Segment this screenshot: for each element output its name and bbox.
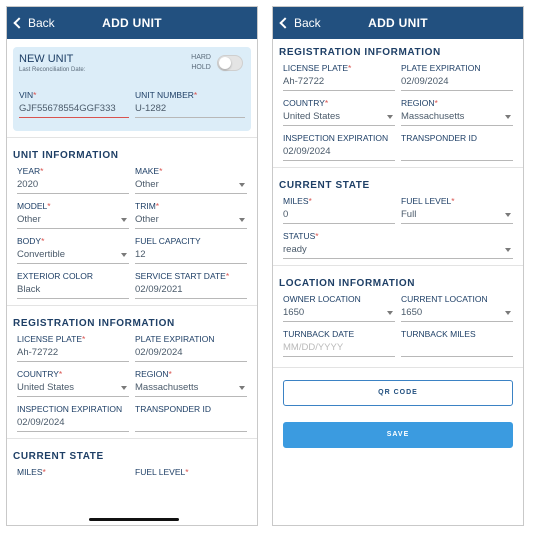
make-value: Other: [135, 179, 159, 190]
back-button[interactable]: [13, 7, 55, 39]
registration-heading: REGISTRATION INFORMATION: [279, 47, 441, 58]
service-start-field: SERVICE START DATE* 02/09/2021: [135, 270, 247, 299]
back-label: Back: [294, 16, 321, 30]
caret-down-icon: [239, 183, 245, 187]
toggle-knob: [219, 57, 231, 69]
registration-heading: REGISTRATION INFORMATION: [13, 318, 175, 329]
status-value: ready: [283, 244, 307, 255]
turnback-miles-field: [401, 328, 513, 357]
body-value: Convertible: [17, 249, 66, 260]
license-plate-input[interactable]: Ah-72722: [17, 345, 129, 362]
fuel-capacity-field: [135, 235, 247, 264]
owner-location-select[interactable]: [283, 305, 395, 322]
hard-hold-label: [191, 53, 211, 73]
body-field: BODY* Convertible: [17, 235, 129, 264]
make-label: MAKE: [135, 166, 160, 176]
country-label: COUNTRY: [17, 369, 59, 379]
back-label: Back: [28, 16, 55, 30]
current-state-heading: CURRENT STATE: [279, 180, 370, 191]
region-value: Massachusetts: [401, 111, 465, 122]
country-value: United States: [17, 382, 75, 393]
right-screen: [272, 6, 524, 526]
trim-field: TRIM* Other: [135, 200, 247, 229]
fuel-capacity-label: FUEL CAPACITY: [135, 236, 201, 246]
region-label: REGION: [135, 369, 169, 379]
current-location-select[interactable]: [401, 305, 513, 322]
inspection-expiration-field: [17, 403, 129, 432]
license-plate-label: LICENSE PLATE: [17, 334, 83, 344]
year-input[interactable]: 2020: [17, 177, 129, 194]
turnback-date-field: [283, 328, 395, 357]
make-select[interactable]: [135, 177, 247, 194]
license-plate-field: LICENSE PLATE* Ah-72722: [17, 333, 129, 362]
turnback-miles-input[interactable]: [401, 340, 513, 357]
trim-label: TRIM: [135, 201, 156, 211]
turnback-date-label: TURNBACK DATE: [283, 329, 355, 339]
miles-field-partial: MILES*: [17, 467, 46, 477]
license-plate-label: LICENSE PLATE: [283, 63, 349, 73]
miles-label-partial: MILES: [17, 467, 43, 477]
hard-hold-line1: HARD: [191, 54, 211, 61]
country-label: COUNTRY: [283, 98, 325, 108]
caret-down-icon: [505, 115, 511, 119]
trim-value: Other: [135, 214, 159, 225]
service-start-label: SERVICE START DATE: [135, 271, 226, 281]
region-select[interactable]: [135, 380, 247, 397]
transponder-field: [401, 132, 513, 161]
turnback-date-input[interactable]: MM/DD/YYYY: [283, 340, 395, 357]
fuel-capacity-input[interactable]: 12: [135, 247, 247, 264]
transponder-label: TRANSPONDER ID: [135, 404, 212, 414]
region-select[interactable]: [401, 109, 513, 126]
reconciliation-date-label: Last Reconciliation Date:: [19, 67, 86, 73]
region-field: REGION* Massachusetts: [135, 368, 247, 397]
transponder-field: [135, 403, 247, 432]
year-label: YEAR: [17, 166, 41, 176]
year-field: YEAR* 2020: [17, 165, 129, 194]
plate-expiration-input[interactable]: 02/09/2024: [135, 345, 247, 362]
caret-down-icon: [121, 253, 127, 257]
transponder-input[interactable]: [135, 415, 247, 432]
plate-expiration-field: [401, 62, 513, 91]
inspection-expiration-label: INSPECTION EXPIRATION: [17, 404, 123, 414]
caret-down-icon: [121, 386, 127, 390]
license-plate-field: LICENSE PLATE* Ah-72722: [283, 62, 395, 91]
home-indicator: [89, 518, 179, 521]
region-label: REGION: [401, 98, 435, 108]
owner-location-value: 1650: [283, 307, 305, 318]
fuel-level-label-partial: FUEL LEVEL: [135, 467, 186, 477]
unit-information-heading: UNIT INFORMATION: [13, 150, 119, 161]
plate-expiration-field: [135, 333, 247, 362]
hard-hold-toggle[interactable]: [217, 55, 243, 71]
back-button[interactable]: [279, 7, 321, 39]
current-location-label: CURRENT LOCATION: [401, 294, 488, 304]
vin-field: VIN* GJF55678554GGF333: [19, 89, 129, 118]
owner-location-field: [283, 293, 395, 322]
country-select[interactable]: [283, 109, 395, 126]
new-unit-panel: [13, 47, 251, 131]
current-state-heading: CURRENT STATE: [13, 451, 104, 462]
app-header: [273, 7, 523, 39]
location-heading: LOCATION INFORMATION: [279, 278, 416, 289]
inspection-expiration-input[interactable]: 02/09/2024: [283, 144, 395, 161]
chevron-left-icon: [13, 17, 24, 28]
license-plate-input[interactable]: Ah-72722: [283, 74, 395, 91]
status-field: STATUS* ready: [283, 230, 513, 259]
inspection-expiration-input[interactable]: 02/09/2024: [17, 415, 129, 432]
app-header: [7, 7, 257, 39]
model-field: MODEL* Other: [17, 200, 129, 229]
current-location-value: 1650: [401, 307, 423, 318]
exterior-color-field: [17, 270, 129, 299]
page-title: ADD UNIT: [102, 16, 162, 30]
caret-down-icon: [239, 386, 245, 390]
model-select[interactable]: [17, 212, 129, 229]
country-value: United States: [283, 111, 341, 122]
vin-label: VIN: [19, 90, 34, 100]
caret-down-icon: [121, 218, 127, 222]
transponder-label: TRANSPONDER ID: [401, 133, 478, 143]
caret-down-icon: [387, 311, 393, 315]
country-field: COUNTRY* United States: [17, 368, 129, 397]
status-select[interactable]: [283, 242, 513, 259]
status-label: STATUS: [283, 231, 316, 241]
new-unit-title: NEW UNIT: [19, 53, 74, 65]
plate-expiration-label: PLATE EXPIRATION: [401, 63, 481, 73]
hard-hold-line2: HOLD: [191, 64, 211, 71]
body-label: BODY: [17, 236, 42, 246]
caret-down-icon: [505, 311, 511, 315]
unit-number-label: UNIT NUMBER: [135, 90, 194, 100]
fuel-level-field-partial: FUEL LEVEL*: [135, 467, 189, 477]
region-field: REGION* Massachusetts: [401, 97, 513, 126]
miles-input[interactable]: 0: [283, 207, 395, 224]
left-screen: [6, 6, 258, 526]
trim-select[interactable]: [135, 212, 247, 229]
service-start-input[interactable]: 02/09/2021: [135, 282, 247, 299]
inspection-expiration-label: INSPECTION EXPIRATION: [283, 133, 389, 143]
qr-code-button[interactable]: QR CODE: [283, 380, 513, 406]
page-title: ADD UNIT: [368, 16, 428, 30]
miles-field: MILES* 0: [283, 195, 395, 224]
caret-down-icon: [505, 213, 511, 217]
fuel-level-select[interactable]: [401, 207, 513, 224]
miles-label: MILES: [283, 196, 309, 206]
unit-number-field: UNIT NUMBER* U-1282: [135, 89, 245, 118]
caret-down-icon: [387, 115, 393, 119]
plate-expiration-label: PLATE EXPIRATION: [135, 334, 215, 344]
fuel-level-label: FUEL LEVEL: [401, 196, 452, 206]
caret-down-icon: [505, 248, 511, 252]
body-select[interactable]: [17, 247, 129, 264]
fuel-level-value: Full: [401, 209, 417, 220]
current-location-field: [401, 293, 513, 322]
country-field: COUNTRY* United States: [283, 97, 395, 126]
save-button[interactable]: SAVE: [283, 422, 513, 448]
chevron-left-icon: [279, 17, 290, 28]
model-label: MODEL: [17, 201, 48, 211]
exterior-color-input[interactable]: Black: [17, 282, 129, 299]
make-field: MAKE* Other: [135, 165, 247, 194]
owner-location-label: OWNER LOCATION: [283, 294, 361, 304]
plate-expiration-input[interactable]: 02/09/2024: [401, 74, 513, 91]
caret-down-icon: [239, 218, 245, 222]
model-value: Other: [17, 214, 41, 225]
region-value: Massachusetts: [135, 382, 199, 393]
country-select[interactable]: [17, 380, 129, 397]
transponder-input[interactable]: [401, 144, 513, 161]
vin-input[interactable]: GJF55678554GGF333: [19, 101, 129, 118]
unit-number-input[interactable]: U-1282: [135, 101, 245, 118]
inspection-expiration-field: [283, 132, 395, 161]
fuel-level-field: FUEL LEVEL* Full: [401, 195, 513, 224]
exterior-color-label: EXTERIOR COLOR: [17, 271, 94, 281]
turnback-miles-label: TURNBACK MILES: [401, 329, 476, 339]
